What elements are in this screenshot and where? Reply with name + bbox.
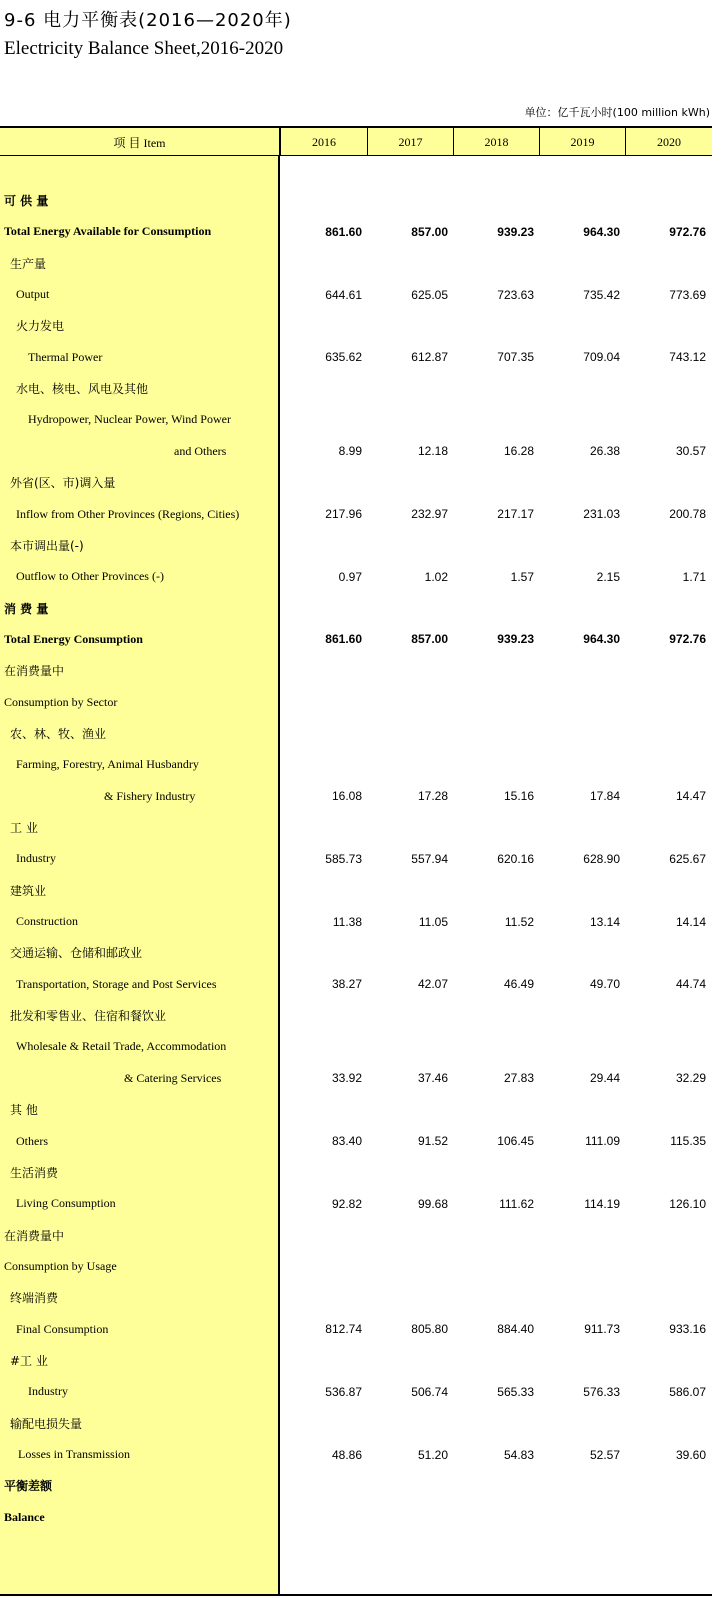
row-label: 输配电损失量 bbox=[10, 1416, 83, 1431]
value-cell-2019: 49.70 bbox=[589, 977, 620, 992]
row-label: Balance bbox=[4, 1509, 45, 1524]
row-label: 批发和零售业、住宿和餐饮业 bbox=[10, 1009, 167, 1024]
value-cell-2017: 805.80 bbox=[411, 1322, 448, 1337]
table-row bbox=[0, 1376, 712, 1407]
table-row bbox=[0, 467, 712, 498]
table-row bbox=[0, 812, 712, 843]
value-cell-2017: 557.94 bbox=[411, 851, 448, 866]
table-row bbox=[0, 1314, 712, 1345]
value-cell-2018: 106.45 bbox=[497, 1134, 534, 1148]
row-label: 工 业 bbox=[10, 821, 38, 835]
value-cell-2020: 115.35 bbox=[670, 1134, 706, 1148]
row-label: 消 费 量 bbox=[4, 601, 49, 616]
value-cell-2018: 939.23 bbox=[497, 632, 534, 647]
row-label: and Others bbox=[174, 443, 227, 458]
value-cell-2017: 625.05 bbox=[411, 287, 448, 302]
table-row bbox=[0, 1408, 712, 1439]
table-row bbox=[0, 1502, 712, 1533]
table-row bbox=[0, 593, 712, 624]
value-cell-2017: 11.05 bbox=[418, 914, 448, 929]
table-row bbox=[0, 1031, 712, 1062]
value-cell-2020: 200.78 bbox=[669, 507, 706, 521]
value-cell-2019: 2.15 bbox=[596, 569, 620, 584]
value-cell-2020: 44.74 bbox=[675, 977, 706, 992]
table-row bbox=[0, 937, 712, 968]
table-row bbox=[0, 1000, 712, 1031]
table-bottom-border bbox=[0, 1594, 712, 1596]
row-label: Consumption by Usage bbox=[4, 1258, 117, 1273]
row-label: & Catering Services bbox=[124, 1070, 222, 1085]
value-cell-2020: 933.16 bbox=[669, 1322, 706, 1337]
value-cell-2017: 42.07 bbox=[417, 977, 448, 992]
table-row bbox=[0, 1439, 712, 1470]
row-label: 生产量 bbox=[10, 256, 47, 271]
row-label: Construction bbox=[16, 914, 78, 929]
value-cell-2019: 13.14 bbox=[589, 914, 620, 929]
value-cell-2016: 644.61 bbox=[325, 287, 362, 302]
value-cell-2016: 92.82 bbox=[331, 1196, 362, 1211]
header-item: 项 目 Item bbox=[0, 128, 280, 156]
value-cell-2020: 14.47 bbox=[675, 789, 706, 804]
table-row bbox=[0, 499, 712, 530]
row-label: Total Energy Consumption bbox=[4, 631, 143, 646]
value-cell-2019: 735.42 bbox=[583, 287, 620, 302]
row-label: Inflow from Other Provinces (Regions, Cities) bbox=[16, 506, 240, 521]
table-header bbox=[0, 126, 712, 156]
table-row bbox=[0, 1126, 712, 1157]
row-label: 建筑业 bbox=[10, 883, 47, 898]
table-row bbox=[0, 404, 712, 435]
value-cell-2020: 32.29 bbox=[675, 1071, 706, 1086]
row-label: Output bbox=[16, 287, 50, 302]
row-label: Industry bbox=[16, 851, 56, 866]
value-cell-2020: 30.57 bbox=[675, 444, 706, 459]
value-cell-2016: 635.62 bbox=[325, 350, 362, 365]
header-year-2019: 2019 bbox=[539, 128, 625, 156]
row-label: 生活消费 bbox=[10, 1165, 59, 1180]
value-cell-2018: 939.23 bbox=[497, 224, 534, 239]
electricity-balance-table bbox=[0, 126, 712, 1596]
row-label: 本市调出量(-) bbox=[10, 538, 84, 553]
table-row bbox=[0, 342, 712, 373]
row-label: Living Consumption bbox=[16, 1196, 116, 1211]
value-cell-2016: 0.97 bbox=[338, 569, 362, 584]
value-cell-2018: 217.17 bbox=[497, 507, 534, 521]
header-year-2016: 2016 bbox=[280, 128, 367, 156]
row-label: Wholesale & Retail Trade, Accommodation bbox=[16, 1039, 227, 1054]
table-row bbox=[0, 624, 712, 655]
table-row bbox=[0, 373, 712, 404]
row-label: Farming, Forestry, Animal Husbandry bbox=[16, 757, 199, 772]
value-cell-2018: 15.16 bbox=[503, 789, 534, 804]
table-row bbox=[0, 655, 712, 686]
value-cell-2020: 972.76 bbox=[669, 224, 706, 239]
row-label: 平衡差额 bbox=[4, 1479, 53, 1494]
row-label: 其 他 bbox=[10, 1103, 38, 1118]
table-row bbox=[0, 687, 712, 718]
value-cell-2016: 8.99 bbox=[338, 444, 362, 459]
table-row bbox=[0, 279, 712, 310]
value-cell-2016: 11.38 bbox=[332, 914, 362, 929]
value-cell-2019: 964.30 bbox=[583, 224, 620, 239]
value-cell-2017: 17.28 bbox=[417, 789, 448, 804]
value-cell-2016: 812.74 bbox=[325, 1322, 362, 1337]
row-label: Hydropower, Nuclear Power, Wind Power bbox=[28, 412, 231, 427]
table-row bbox=[0, 436, 712, 467]
value-cell-2017: 12.18 bbox=[417, 444, 448, 459]
table-row bbox=[0, 310, 712, 341]
value-cell-2019: 29.44 bbox=[589, 1071, 620, 1086]
value-cell-2020: 586.07 bbox=[669, 1384, 706, 1399]
value-cell-2018: 111.62 bbox=[499, 1196, 534, 1211]
value-cell-2016: 585.73 bbox=[325, 851, 362, 866]
row-label: 水电、核电、风电及其他 bbox=[16, 382, 149, 397]
value-cell-2019: 628.90 bbox=[583, 851, 620, 866]
value-cell-2017: 232.97 bbox=[411, 507, 448, 521]
value-cell-2020: 743.12 bbox=[669, 350, 706, 365]
value-cell-2017: 1.02 bbox=[424, 569, 448, 584]
value-cell-2020: 625.67 bbox=[669, 851, 706, 866]
value-cell-2018: 11.52 bbox=[504, 914, 534, 929]
table-row bbox=[0, 718, 712, 749]
value-cell-2018: 16.28 bbox=[503, 444, 534, 459]
row-label: Outflow to Other Provinces (-) bbox=[16, 569, 164, 584]
value-cell-2020: 14.14 bbox=[675, 914, 706, 929]
value-cell-2017: 612.87 bbox=[411, 350, 448, 365]
table-title-cn: 9-6 电力平衡表(2016—2020年) bbox=[4, 10, 292, 31]
row-label: Losses in Transmission bbox=[18, 1447, 131, 1461]
value-cell-2019: 111.09 bbox=[585, 1134, 620, 1148]
value-cell-2018: 27.83 bbox=[503, 1071, 534, 1086]
value-cell-2018: 884.40 bbox=[497, 1322, 534, 1337]
row-label: 农、林、牧、渔业 bbox=[10, 726, 107, 741]
value-cell-2018: 565.33 bbox=[497, 1384, 534, 1399]
value-cell-2018: 1.57 bbox=[510, 569, 534, 584]
table-title-en: Electricity Balance Sheet,2016-2020 bbox=[4, 38, 284, 59]
value-cell-2018: 707.35 bbox=[497, 350, 534, 365]
row-label: 火力发电 bbox=[16, 319, 65, 334]
table-row bbox=[0, 1063, 712, 1094]
header-year-2020: 2020 bbox=[625, 128, 712, 156]
row-label: Consumption by Sector bbox=[4, 694, 118, 709]
value-cell-2019: 52.57 bbox=[589, 1447, 620, 1462]
value-cell-2017: 37.46 bbox=[417, 1071, 448, 1086]
table-row bbox=[0, 969, 712, 1000]
value-cell-2018: 46.49 bbox=[503, 977, 534, 992]
value-cell-2019: 114.19 bbox=[584, 1196, 620, 1211]
value-cell-2016: 33.92 bbox=[331, 1071, 362, 1086]
value-cell-2016: 16.08 bbox=[331, 789, 362, 804]
value-cell-2016: 38.27 bbox=[331, 977, 362, 992]
row-label: 在消费量中 bbox=[4, 1228, 65, 1243]
value-cell-2019: 26.38 bbox=[589, 444, 620, 459]
header-year-2018: 2018 bbox=[453, 128, 539, 156]
table-row bbox=[0, 843, 712, 874]
value-cell-2020: 773.69 bbox=[669, 287, 706, 302]
value-cell-2018: 620.16 bbox=[497, 851, 534, 866]
row-label: Industry bbox=[28, 1384, 68, 1399]
row-label: Transportation, Storage and Post Services bbox=[16, 976, 217, 991]
row-label: 在消费量中 bbox=[4, 664, 65, 679]
table-row bbox=[0, 1188, 712, 1219]
value-cell-2017: 857.00 bbox=[411, 632, 448, 647]
value-cell-2019: 17.84 bbox=[589, 789, 620, 804]
table-row bbox=[0, 1282, 712, 1313]
value-cell-2017: 51.20 bbox=[417, 1447, 448, 1462]
table-row bbox=[0, 1094, 712, 1125]
row-label: 终端消费 bbox=[10, 1291, 59, 1306]
table-row bbox=[0, 906, 712, 937]
value-cell-2016: 48.86 bbox=[331, 1447, 362, 1462]
row-label: 可 供 量 bbox=[4, 194, 49, 208]
row-label: Others bbox=[16, 1133, 48, 1148]
value-cell-2017: 506.74 bbox=[411, 1384, 448, 1399]
value-cell-2017: 91.52 bbox=[417, 1134, 448, 1148]
table-row bbox=[0, 561, 712, 592]
value-cell-2018: 723.63 bbox=[497, 287, 534, 302]
table-row bbox=[0, 530, 712, 561]
table-row bbox=[0, 875, 712, 906]
value-cell-2016: 83.40 bbox=[331, 1134, 362, 1148]
unit-label: 单位：亿千瓦小时(100 million kWh) bbox=[524, 106, 710, 119]
table-row bbox=[0, 248, 712, 279]
row-label: & Fishery Industry bbox=[104, 788, 196, 803]
row-label: 交通运输、仓储和邮政业 bbox=[10, 946, 143, 961]
table-row bbox=[0, 1157, 712, 1188]
value-cell-2019: 231.03 bbox=[583, 507, 620, 521]
row-label: Final Consumption bbox=[16, 1321, 109, 1336]
row-label: Total Energy Available for Consumption bbox=[4, 224, 212, 239]
value-cell-2016: 861.60 bbox=[325, 224, 362, 239]
value-cell-2019: 576.33 bbox=[583, 1384, 620, 1399]
value-cell-2020: 39.60 bbox=[675, 1447, 706, 1462]
value-cell-2020: 126.10 bbox=[669, 1196, 706, 1211]
value-cell-2017: 857.00 bbox=[411, 224, 448, 239]
value-cell-2020: 972.76 bbox=[669, 632, 706, 647]
table-row bbox=[0, 781, 712, 812]
row-label: #工 业 bbox=[10, 1353, 48, 1368]
row-label: 外省(区、市)调入量 bbox=[10, 476, 116, 491]
table-row bbox=[0, 1220, 712, 1251]
value-cell-2016: 861.60 bbox=[325, 632, 362, 647]
row-label: Thermal Power bbox=[28, 349, 103, 364]
value-cell-2017: 99.68 bbox=[417, 1196, 448, 1211]
table-row bbox=[0, 185, 712, 216]
value-cell-2020: 1.71 bbox=[682, 569, 706, 584]
value-cell-2019: 709.04 bbox=[583, 350, 620, 365]
table-row bbox=[0, 1251, 712, 1282]
value-cell-2016: 217.96 bbox=[325, 507, 362, 521]
value-cell-2016: 536.87 bbox=[325, 1384, 362, 1399]
value-cell-2018: 54.83 bbox=[503, 1447, 534, 1462]
table-row bbox=[0, 1470, 712, 1501]
value-cell-2019: 911.73 bbox=[584, 1322, 620, 1337]
table-row bbox=[0, 1345, 712, 1376]
header-year-2017: 2017 bbox=[367, 128, 453, 156]
table-row bbox=[0, 749, 712, 780]
table-row bbox=[0, 216, 712, 247]
value-cell-2019: 964.30 bbox=[583, 632, 620, 647]
